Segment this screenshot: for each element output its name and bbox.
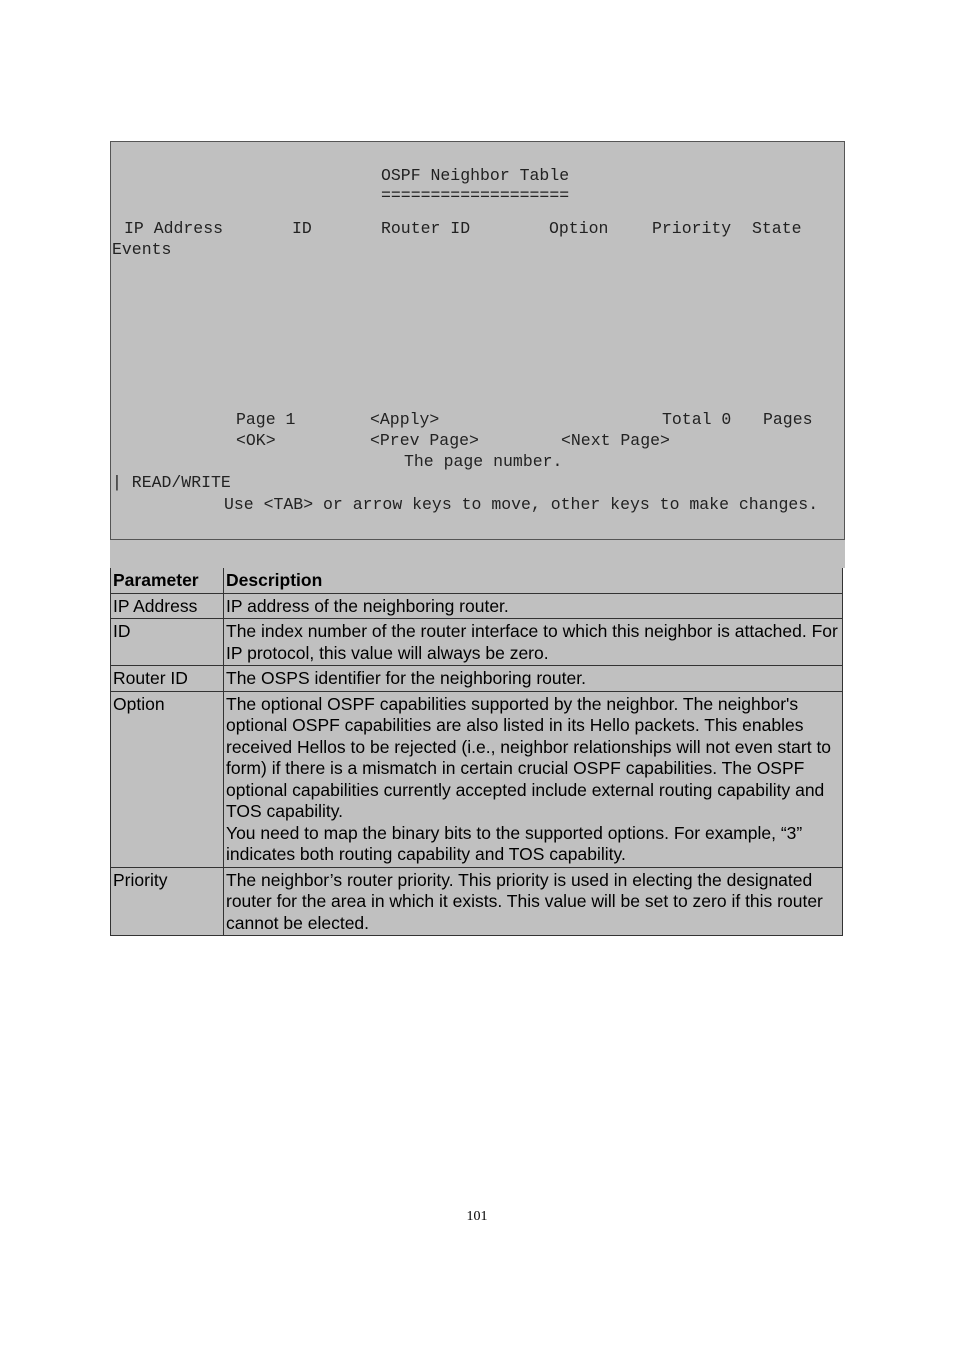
- prev-page-button[interactable]: <Prev Page>: [370, 431, 479, 450]
- col-priority: Priority: [652, 219, 732, 238]
- param-description: The neighbor’s router priority. This priority is used in electing the designated router for the area in which it exists. This value will be set to zero if this router cannot be elected.: [224, 867, 843, 936]
- col-state: State: [752, 219, 802, 238]
- separator-strip: [110, 540, 845, 568]
- next-page-button[interactable]: <Next Page>: [561, 431, 670, 450]
- table-row: [111, 691, 843, 867]
- header-description: Description: [224, 568, 843, 593]
- total-count: Total 0: [662, 410, 732, 429]
- page-field[interactable]: Page 1: [236, 410, 296, 429]
- apply-button[interactable]: <Apply>: [370, 410, 440, 429]
- param-description: The OSPS identifier for the neighboring router.: [224, 666, 843, 692]
- col-events: Events: [112, 240, 172, 259]
- header-parameter: Parameter: [111, 568, 224, 593]
- param-name: ID: [111, 619, 224, 666]
- param-name: Router ID: [111, 666, 224, 692]
- parameter-table: [110, 568, 843, 936]
- param-name: IP Address: [111, 593, 224, 619]
- mode-indicator: | READ/WRITE: [112, 473, 231, 492]
- param-description: IP address of the neighboring router.: [224, 593, 843, 619]
- param-name: Priority: [111, 867, 224, 936]
- table-row: [111, 619, 843, 666]
- param-description: The index number of the router interface to which this neighbor is attached. For IP protocol, this value will always be zero.: [224, 619, 843, 666]
- table-row: [111, 867, 843, 936]
- navigation-hint: Use <TAB> or arrow keys to move, other keys to make changes.: [224, 495, 819, 514]
- pages-label: Pages: [763, 410, 813, 429]
- col-id: ID: [292, 219, 312, 238]
- col-ip-address: IP Address: [124, 219, 224, 238]
- table-row: [111, 593, 843, 619]
- terminal-screen: [110, 141, 845, 540]
- col-router-id: Router ID: [381, 219, 471, 238]
- screen-title: OSPF Neighbor Table: [381, 166, 570, 185]
- table-header-row: [111, 568, 843, 593]
- param-description: The optional OSPF capabilities supported by the neighbor. The neighbor's optional OSPF capabilities are also listed in its Hello packets. This enables received Hellos to be rejected (i.e., neighbor relationships will not even start to form) if there is a mismatch in certain crucial OSPF capabilities. The OSPF optional capabilities currently accepted include external routing capability and TOS capability. You need to map the binary bits to the supported options. For example, “3” indicates both routing capability and TOS capability.: [224, 691, 843, 867]
- table-row: [111, 666, 843, 692]
- help-text: The page number.: [404, 452, 563, 471]
- page-number: 101: [466, 1209, 488, 1224]
- col-option: Option: [549, 219, 609, 238]
- ok-button[interactable]: <OK>: [236, 431, 276, 450]
- title-underline: ===================: [381, 186, 570, 205]
- param-name: Option: [111, 691, 224, 867]
